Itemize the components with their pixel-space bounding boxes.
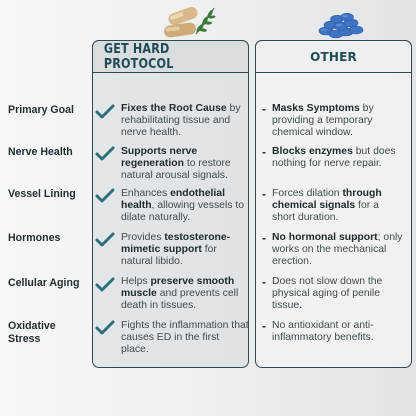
other-column-header (255, 40, 412, 73)
protocol-column-header (92, 40, 249, 73)
row-label-cellular-aging: Cellular Aging (8, 277, 80, 289)
protocol-cell-nerve-health: Supports nerve regeneration to restore natural arousal signals. (121, 146, 231, 182)
check-icon (95, 232, 115, 247)
check-icon (95, 320, 115, 335)
check-icon (95, 104, 115, 119)
blue-pills-icon (312, 9, 368, 43)
protocol-cell-cellular-aging: Helps preserve smooth muscle and prevents cell death in tissues. (121, 276, 239, 312)
check-icon (95, 277, 115, 292)
protocol-cell-vessel-lining: Enhances endothelial health, allowing vessels to dilate naturally. (121, 188, 245, 224)
protocol-cell-primary-goal: Fixes the Root Cause by rehabilitating tissue and nerve health. (121, 103, 241, 139)
other-cell-vessel-lining: Forces dilation through chemical signals for a short duration. (272, 188, 382, 224)
row-label-oxidative-stress: Oxidative Stress (8, 320, 56, 345)
dash-icon: - (262, 102, 266, 116)
row-label-primary-goal: Primary Goal (8, 104, 74, 116)
row-label-vessel-lining: Vessel Lining (8, 188, 76, 200)
dash-icon: - (262, 145, 266, 159)
protocol-cell-oxidative-stress: Fights the inflammation that causes ED in the first place. (121, 320, 249, 356)
other-cell-primary-goal: Masks Symptoms by providing a temporary chemical window. (272, 103, 374, 139)
protocol-cell-hormones: Provides testosterone-mimetic support for natural libido. (121, 232, 231, 268)
dash-icon: - (262, 231, 266, 245)
other-cell-oxidative-stress: No antioxidant or anti-inflammatory benefits. (272, 320, 374, 344)
check-icon (95, 188, 115, 203)
other-column-title: OTHER (310, 49, 357, 64)
dash-icon: - (262, 187, 266, 201)
other-cell-hormones: No hormonal support; only works on the mechanical erection. (272, 232, 403, 268)
dash-icon: - (262, 275, 266, 289)
other-cell-cellular-aging: Does not slow down the physical aging of penile tissue. (272, 276, 383, 312)
row-label-nerve-health: Nerve Health (8, 146, 73, 158)
capsules-with-leaves-icon (158, 4, 218, 44)
protocol-column-title: GET HARD PROTOCOL (103, 41, 174, 72)
check-icon (95, 146, 115, 161)
row-label-hormones: Hormones (8, 232, 61, 244)
dash-icon: - (262, 319, 266, 333)
other-cell-nerve-health: Blocks enzymes but does nothing for nerve repair. (272, 146, 396, 170)
